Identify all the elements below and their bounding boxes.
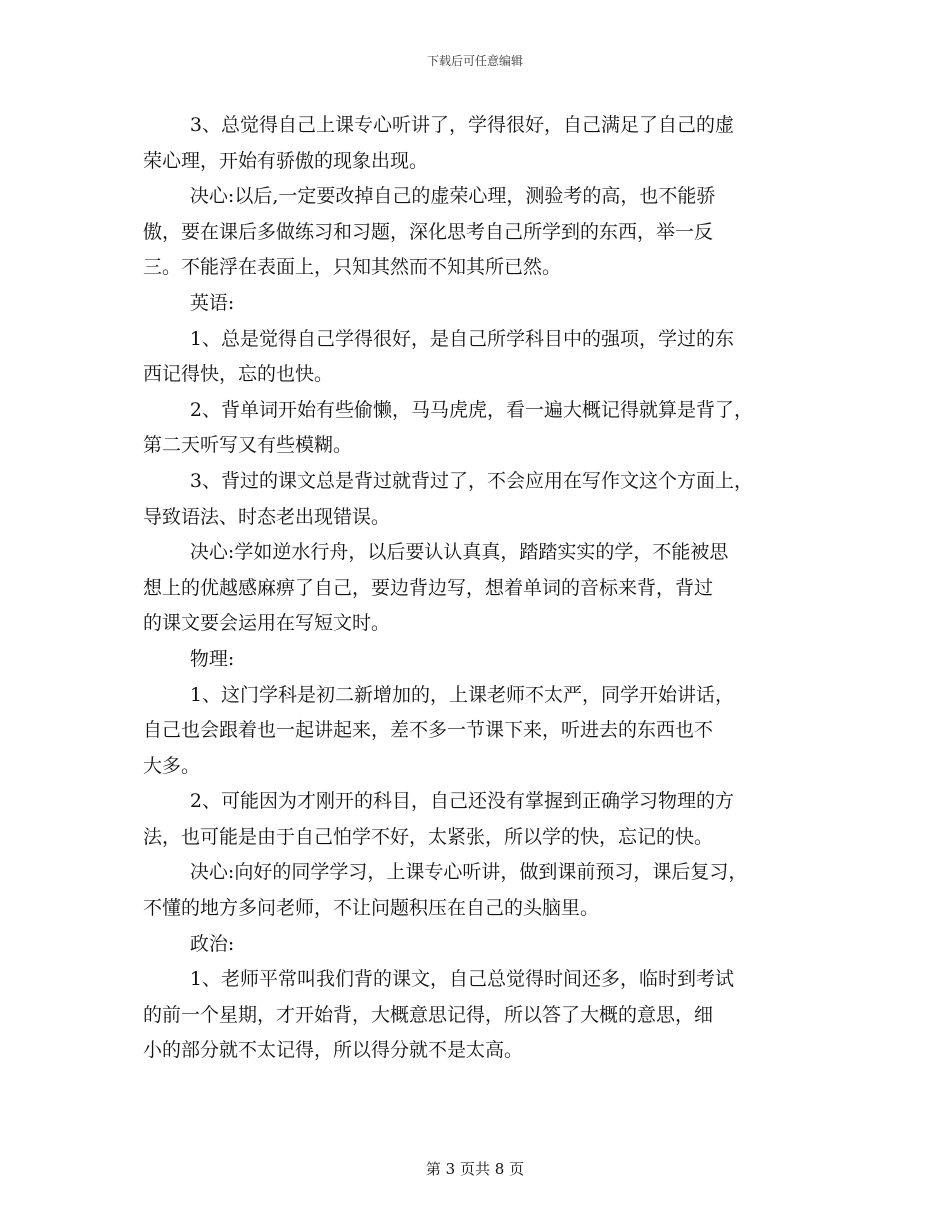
text-line: 导致语法、时态老出现错误。 <box>143 505 391 528</box>
text-line: 1、老师平常叫我们背的课文，自己总觉得时间还多，临时到考试 <box>189 968 735 991</box>
document-body <box>143 108 823 1069</box>
text-line: 1、总是觉得自己学得很好，是自己所学科目中的强项，学过的东 <box>189 327 735 350</box>
text-line: 决心:学如逆水行舟，以后要认认真真，踏踏实实的学，不能被思 <box>189 541 729 564</box>
text-line: 3、总觉得自己上课专心听讲了，学得很好，自己满足了自己的虚 <box>189 114 735 136</box>
page-footer: 第 3 页共 8 页 <box>425 1160 525 1178</box>
text-line: 政治: <box>189 932 235 955</box>
text-line: 大多。 <box>143 754 201 777</box>
text-line: 自己也会跟着也一起讲起来，差不多一节课下来，听进去的东西也不 <box>143 719 714 742</box>
text-line: 小的部分就不太记得，所以得分就不是太高。 <box>143 1039 524 1062</box>
text-line: 傲，要在课后多做练习和习题，深化思考自己所学到的东西，举一反 <box>143 220 714 243</box>
text-line: 的课文要会运用在写短文时。 <box>143 612 391 635</box>
text-line: 3、背过的课文总是背过就背过了，不会应用在写作文这个方面上， <box>189 469 754 492</box>
text-line: 荣心理，开始有骄傲的现象出现。 <box>143 149 429 172</box>
text-line: 2、背单词开始有些偷懒，马马虎虎，看一遍大概记得就算是背了， <box>189 398 754 421</box>
text-line: 的前一个星期，才开始背，大概意思记得，所以答了大概的意思，细 <box>143 1003 714 1026</box>
text-line: 2、可能因为才刚开的科目，自己还没有掌握到正确学习物理的方 <box>189 790 735 813</box>
text-line: 物理: <box>189 647 235 670</box>
text-line: 决心:向好的同学学习，上课专心听讲，做到课前预习，课后复习， <box>189 861 748 884</box>
text-line: 决心:以后,一定要改掉自己的虚荣心理，测验考的高，也不能骄 <box>189 185 716 208</box>
text-line: 英语: <box>189 291 235 314</box>
text-line: 不懂的地方多问老师，不让问题积压在自己的头脑里。 <box>143 897 600 920</box>
text-line: 三。不能浮在表面上，只知其然而不知其所已然。 <box>143 256 562 279</box>
text-line: 第二天听写又有些模糊。 <box>143 434 353 457</box>
text-line: 法，也可能是由于自己怕学不好，太紧张，所以学的快，忘记的快。 <box>143 825 714 848</box>
text-line: 1、这门学科是初二新增加的，上课老师不太严，同学开始讲话， <box>189 683 735 706</box>
text-line: 想上的优越感麻痹了自己，要边背边写，想着单词的音标来背，背过 <box>143 576 714 599</box>
page-header: 下载后可任意编辑 <box>426 54 523 68</box>
text-line: 西记得快，忘的也快。 <box>143 363 334 386</box>
